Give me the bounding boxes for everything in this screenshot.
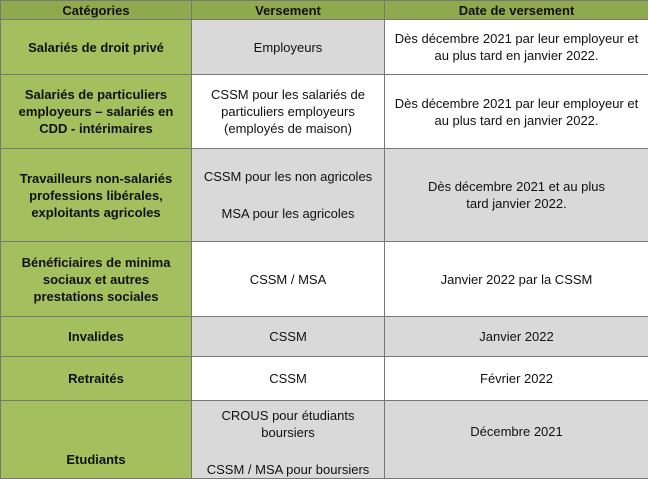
versement-cell: CSSM — [192, 357, 385, 401]
versement-line-1: CSSM pour les non agricoles — [196, 168, 380, 185]
date-cell: Dès décembre 2021 et au plus tard janvier 2022. — [385, 149, 648, 242]
versement-cell — [192, 401, 385, 479]
category-cell: Invalides — [1, 317, 192, 357]
date-cell: Dès décembre 2021 par leur employeur et au plus tard en janvier 2022. — [385, 75, 648, 149]
category-cell: Salariés de particuliers employeurs – salariés en CDD - intérimaires — [1, 75, 192, 149]
table-row — [1, 20, 648, 75]
header-date: Date de versement — [385, 1, 648, 20]
category-cell: Etudiants — [1, 401, 192, 479]
table-row — [1, 401, 648, 479]
line-gap — [206, 441, 370, 461]
category-cell: Salariés de droit privé — [1, 20, 192, 75]
table-row — [1, 75, 648, 149]
header-row — [1, 1, 648, 20]
date-cell: Février 2022 — [385, 357, 648, 401]
table-row — [1, 149, 648, 242]
versement-line-2: CSSM / MSA pour boursiers — [206, 461, 370, 478]
date-cell: Janvier 2022 — [385, 317, 648, 357]
versement-cell — [192, 149, 385, 242]
versement-cell: CSSM / MSA — [192, 242, 385, 317]
category-cell: Travailleurs non-salariés professions libérales, exploitants agricoles — [1, 149, 192, 242]
table-row — [1, 357, 648, 401]
line-gap — [196, 185, 380, 205]
header-versement: Versement — [192, 1, 385, 20]
versement-cell: Employeurs — [192, 20, 385, 75]
table-row — [1, 242, 648, 317]
category-cell: Bénéficiaires de minima sociaux et autres prestations sociales — [1, 242, 192, 317]
versement-line-2: MSA pour les agricoles — [196, 205, 380, 222]
date-cell: Janvier 2022 par la CSSM — [385, 242, 648, 317]
category-cell: Retraités — [1, 357, 192, 401]
date-cell: Décembre 2021 — [385, 401, 648, 479]
versement-line-1: CROUS pour étudiants boursiers — [206, 407, 370, 441]
header-categories: Catégories — [1, 1, 192, 20]
date-cell: Dès décembre 2021 par leur employeur et au plus tard en janvier 2022. — [385, 20, 648, 75]
table-row — [1, 317, 648, 357]
versement-cell: CSSM pour les salariés de particuliers employeurs (employés de maison) — [192, 75, 385, 149]
versement-cell: CSSM — [192, 317, 385, 357]
